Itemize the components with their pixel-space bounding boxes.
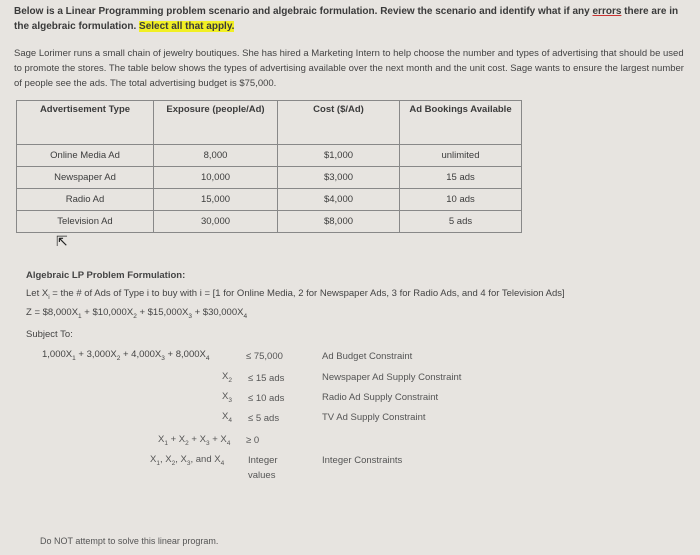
table-row <box>17 211 522 233</box>
budget-constraint-lhs: $1,000X_1 + 3,000X_2 + 4,000X_3 + 8,000X_4$ <box>42 349 210 362</box>
tv-constraint-lhs: $X_4$ <box>222 411 232 424</box>
formulation-heading: Algebraic LP Problem Formulation: <box>26 270 186 281</box>
footer-note: Do NOT attempt to solve this linear program. <box>40 536 219 546</box>
table-cell: 10 ads <box>400 189 522 211</box>
scenario-text: Sage Lorimer runs a small chain of jewelry boutiques. She has hired a Marketing Intern to help choose the number and types of advertising that should be used to promote the stores. The table below shows the types of advertising available over the next month and the unit cost. Sage wants to ensure the largest number of people see the ads. The total advertising budget is $75,000. <box>14 48 684 89</box>
table-cell: Newspaper Ad <box>17 167 154 189</box>
header-exposure: Exposure (people/Ad) <box>154 101 278 145</box>
objective-function: $Z = \$8,000X_1$ + $\$10,000X_2$ + $\$15,000X_3$ + $\$30,000X_4$ <box>26 307 248 320</box>
table-row <box>17 189 522 211</box>
advertising-table <box>16 100 522 233</box>
budget-constraint-rhs: ≤ 75,000 <box>246 351 283 362</box>
integer-constraint-rhs-2: values <box>248 470 276 481</box>
table-cell: 10,000 <box>154 167 278 189</box>
table-row <box>17 167 522 189</box>
table-cell: Radio Ad <box>17 189 154 211</box>
table-cell: $3,000 <box>278 167 400 189</box>
newspaper-constraint-label: Newspaper Ad Supply Constraint <box>322 372 462 383</box>
tv-constraint-label: TV Ad Supply Constraint <box>322 412 426 423</box>
nonnegativity-constraint-rhs: ≥ 0 <box>246 435 260 446</box>
integer-constraint-rhs: Integer <box>248 455 278 466</box>
table-row <box>17 145 522 167</box>
subject-to-label: Subject To: <box>26 329 73 340</box>
table-cell: 15 ads <box>400 167 522 189</box>
integer-constraint-lhs: $X_1$, $X_2$, $X_3$, and $X_4$ <box>150 454 225 467</box>
table-cell: 5 ads <box>400 211 522 233</box>
mouse-cursor-icon: ⇱ <box>56 233 68 249</box>
instructions-errors-word: errors <box>592 6 622 17</box>
radio-constraint-label: Radio Ad Supply Constraint <box>322 392 439 403</box>
radio-constraint-rhs: ≤ 10 ads <box>248 393 285 404</box>
nonnegativity-constraint-lhs: $X_1 + X_2 + X_3 + X_4$ <box>158 434 231 447</box>
variable-definition: Let $X_i$ = the # of Ads of Type i to buy with i = [1 for Online Media, 2 for Newspaper Ads, 3 for Radio Ads, and 4 for Television Ads] <box>26 288 565 301</box>
newspaper-constraint-lhs: $X_2$ <box>222 371 232 384</box>
table-cell: 8,000 <box>154 145 278 167</box>
table-cell: 30,000 <box>154 211 278 233</box>
table-cell: $4,000 <box>278 189 400 211</box>
radio-constraint-lhs: $X_3$ <box>222 391 232 404</box>
table-cell: $1,000 <box>278 145 400 167</box>
table-cell: Online Media Ad <box>17 145 154 167</box>
instructions <box>14 4 694 34</box>
select-all-highlight: Select all that apply. <box>139 21 235 32</box>
budget-constraint-label: Ad Budget Constraint <box>322 351 413 362</box>
tv-constraint-rhs: ≤ 5 ads <box>248 413 280 424</box>
table-cell: Television Ad <box>17 211 154 233</box>
table-header-row <box>17 101 522 145</box>
table-cell: unlimited <box>400 145 522 167</box>
integer-constraint-label: Integer Constraints <box>322 455 403 466</box>
instructions-text-2: there are in the algebraic formulation. <box>14 6 679 32</box>
instructions-text: Below is a Linear Programming problem scenario and algebraic formulation. Review the scenario and identify what if any <box>14 6 593 17</box>
newspaper-constraint-rhs: ≤ 15 ads <box>248 373 285 384</box>
table-cell: 15,000 <box>154 189 278 211</box>
header-ad-type: Advertisement Type <box>17 101 154 145</box>
table-cell: $8,000 <box>278 211 400 233</box>
header-bookings: Ad Bookings Available <box>400 101 522 145</box>
header-cost: Cost ($/Ad) <box>278 101 400 145</box>
